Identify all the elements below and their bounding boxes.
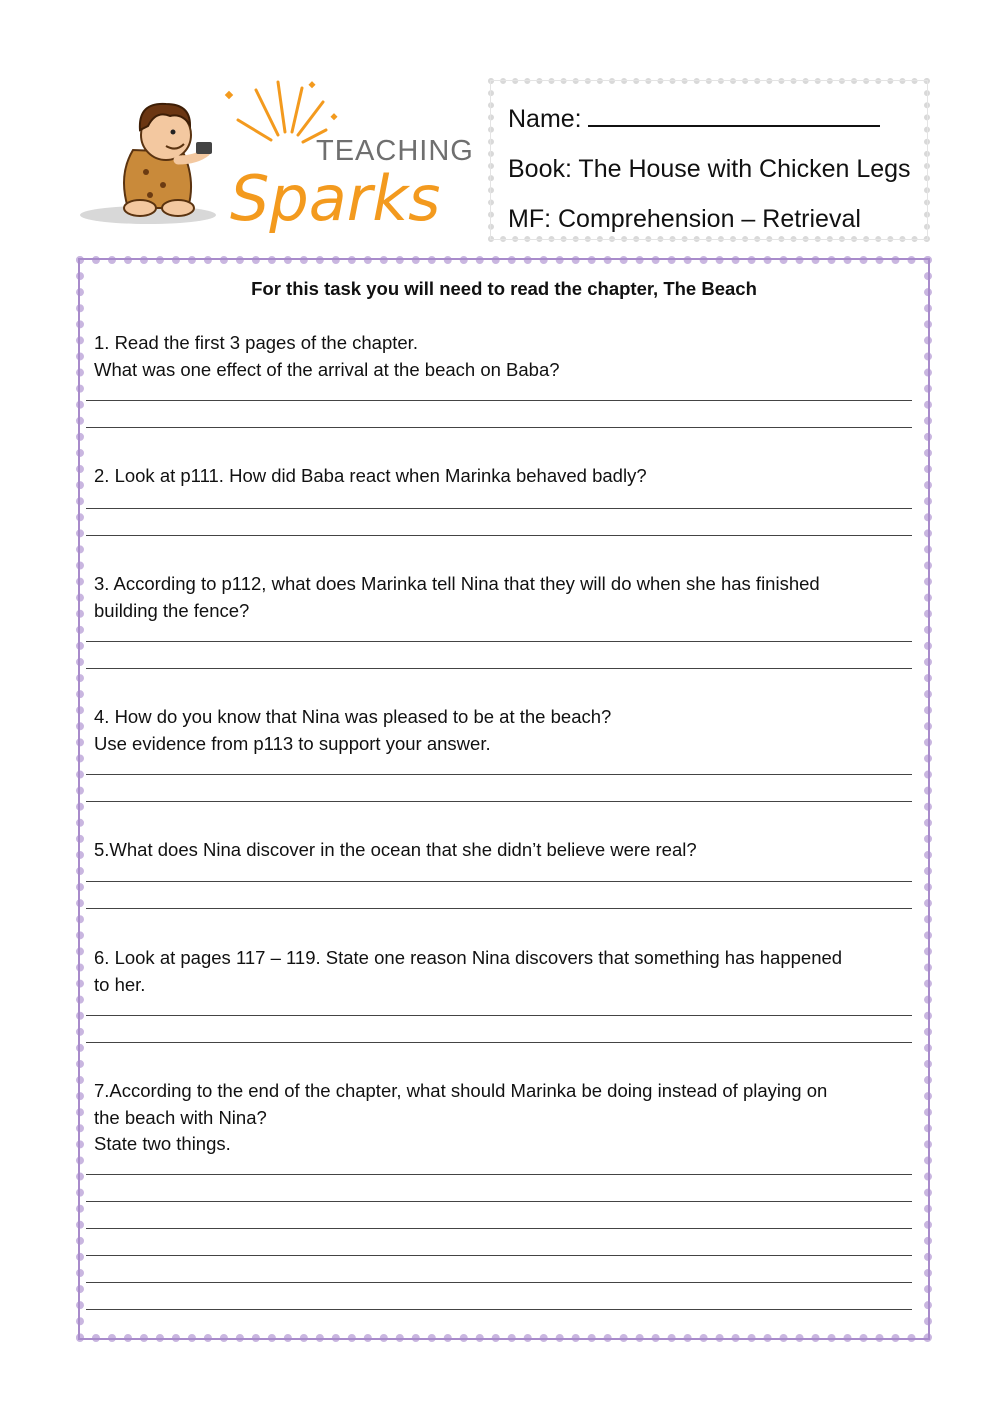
question-6-line-1: 6. Look at pages 117 – 119. State one reason Nina discovers that something has happened [94,947,843,968]
answer-line[interactable] [86,641,912,642]
question-2 [94,463,904,490]
answer-line[interactable] [86,1201,912,1202]
question-4-line-2: Use evidence from p113 to support your answer. [94,732,491,754]
name-line [508,94,910,144]
answer-line[interactable] [86,1042,912,1043]
teaching-sparks-logo [78,80,473,240]
question-4 [94,704,904,757]
question-1-line-2: What was one effect of the arrival at the beach on Baba? [94,358,560,380]
task-box [76,256,932,1342]
answer-line[interactable] [86,508,912,509]
question-6-line-2: to her. [94,973,146,995]
book-line: Book: The House with Chicken Legs [508,155,911,183]
question-5-line-1: 5.What does Nina discover in the ocean that she didn’t believe were real? [94,839,697,860]
answer-line[interactable] [86,1255,912,1256]
answer-line[interactable] [86,908,912,909]
question-7-line-3: State two things. [94,1133,231,1154]
answer-line[interactable] [86,427,912,428]
question-7-line-1: 7.According to the end of the chapter, what should Marinka be doing instead of playing on [94,1080,828,1101]
question-6 [94,945,904,998]
question-5 [94,837,904,864]
answer-line[interactable] [86,1282,912,1283]
question-7 [94,1078,904,1158]
question-1 [94,330,904,383]
answer-line[interactable] [86,668,912,669]
question-3-line-1: 3. According to p112, what does Marinka tell Nina that they will do when she has finished [94,573,820,594]
answer-line[interactable] [86,1228,912,1229]
caveman-mascot-icon [78,80,473,240]
student-info-box [488,78,930,242]
question-7-line-2: the beach with Nina? [94,1106,267,1128]
task-instruction: For this task you will need to read the chapter, The Beach [251,278,757,299]
answer-line[interactable] [86,1015,912,1016]
mf-line: MF: Comprehension – Retrieval [508,205,861,233]
question-3 [94,571,904,624]
logo-text-sparks: Sparks [230,162,441,235]
answer-line[interactable] [86,1174,912,1175]
answer-line[interactable] [86,774,912,775]
question-3-line-2: building the fence? [94,599,250,621]
answer-line[interactable] [86,535,912,536]
answer-line[interactable] [86,801,912,802]
question-1-line-1: 1. Read the first 3 pages of the chapter. [94,332,418,353]
answer-line[interactable] [86,881,912,882]
name-label: Name: [508,105,582,133]
question-4-line-1: 4. How do you know that Nina was pleased to be at the beach? [94,706,612,727]
answer-line[interactable] [86,400,912,401]
logo-text-teaching: TEACHING [316,135,473,167]
question-2-line-1: 2. Look at p111. How did Baba react when Marinka behaved badly? [94,465,647,486]
name-field-blank[interactable] [588,103,880,127]
answer-line[interactable] [86,1309,912,1310]
